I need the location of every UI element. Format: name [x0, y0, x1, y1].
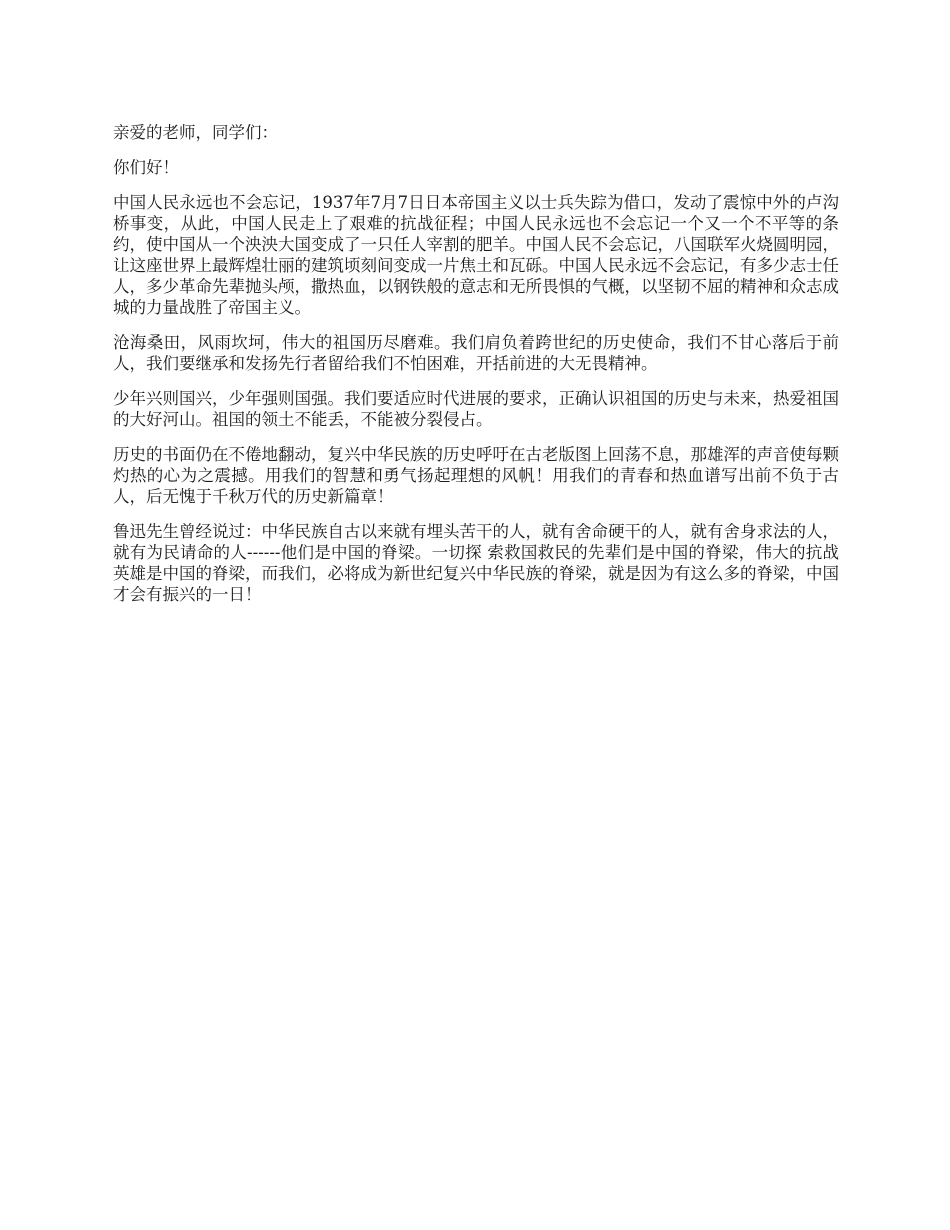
paragraph-5: 鲁迅先生曾经说过：中华民族自古以来就有埋头苦干的人，就有舍命硬干的人，就有舍身求法的人，就有为民请命的人------他们是中国的脊梁。一切探 索救国救民的先辈们是中国的脊梁，伟大的抗战英雄是中国的脊梁，而我们，必将成为新世纪复兴中华民族的脊梁，就是因为有这么多的脊梁，中国才会有振兴的一日！ [113, 522, 839, 604]
salutation: 亲爱的老师，同学们： [113, 123, 278, 142]
paragraph-3: 少年兴则国兴，少年强则国强。我们要适应时代进展的要求，正确认识祖国的历史与未来，热爱祖国的大好河山。祖国的领土不能丢，不能被分裂侵占。 [113, 389, 839, 429]
greeting: 你们好！ [113, 158, 179, 177]
document-page [113, 122, 839, 619]
paragraph-1: 中国人民永远也不会忘记，1937年7月7日日本帝国主义以士兵失踪为借口，发动了震惊中外的卢沟桥事变，从此，中国人民走上了艰难的抗战征程；中国人民永远也不会忘记一个又一个不平等的条约，使中国从一个泱泱大国变成了一只任人宰割的肥羊。中国人民不会忘记，八国联军火烧圆明园，让这座世界上最辉煌壮丽的建筑顷刻间变成一片焦土和瓦砾。中国人民永远不会忘记，有多少志士任人，多少革命先辈抛头颅，撒热血，以钢铁般的意志和无所畏惧的气概，以坚韧不屈的精神和众志成城的力量战胜了帝国主义。 [113, 193, 839, 317]
paragraph-4: 历史的书面仍在不倦地翻动，复兴中华民族的历史呼吁在古老版图上回荡不息，那雄浑的声音使每颗灼热的心为之震撼。用我们的智慧和勇气扬起理想的风帆！用我们的青春和热血谱写出前不负于古人，后无愧于千秋万代的历史新篇章！ [113, 445, 839, 506]
paragraph-2: 沧海桑田，风雨坎坷，伟大的祖国历尽磨难。我们肩负着跨世纪的历史使命，我们不甘心落后于前人，我们要继承和发扬先行者留给我们不怕困难，开括前进的大无畏精神。 [113, 333, 839, 373]
